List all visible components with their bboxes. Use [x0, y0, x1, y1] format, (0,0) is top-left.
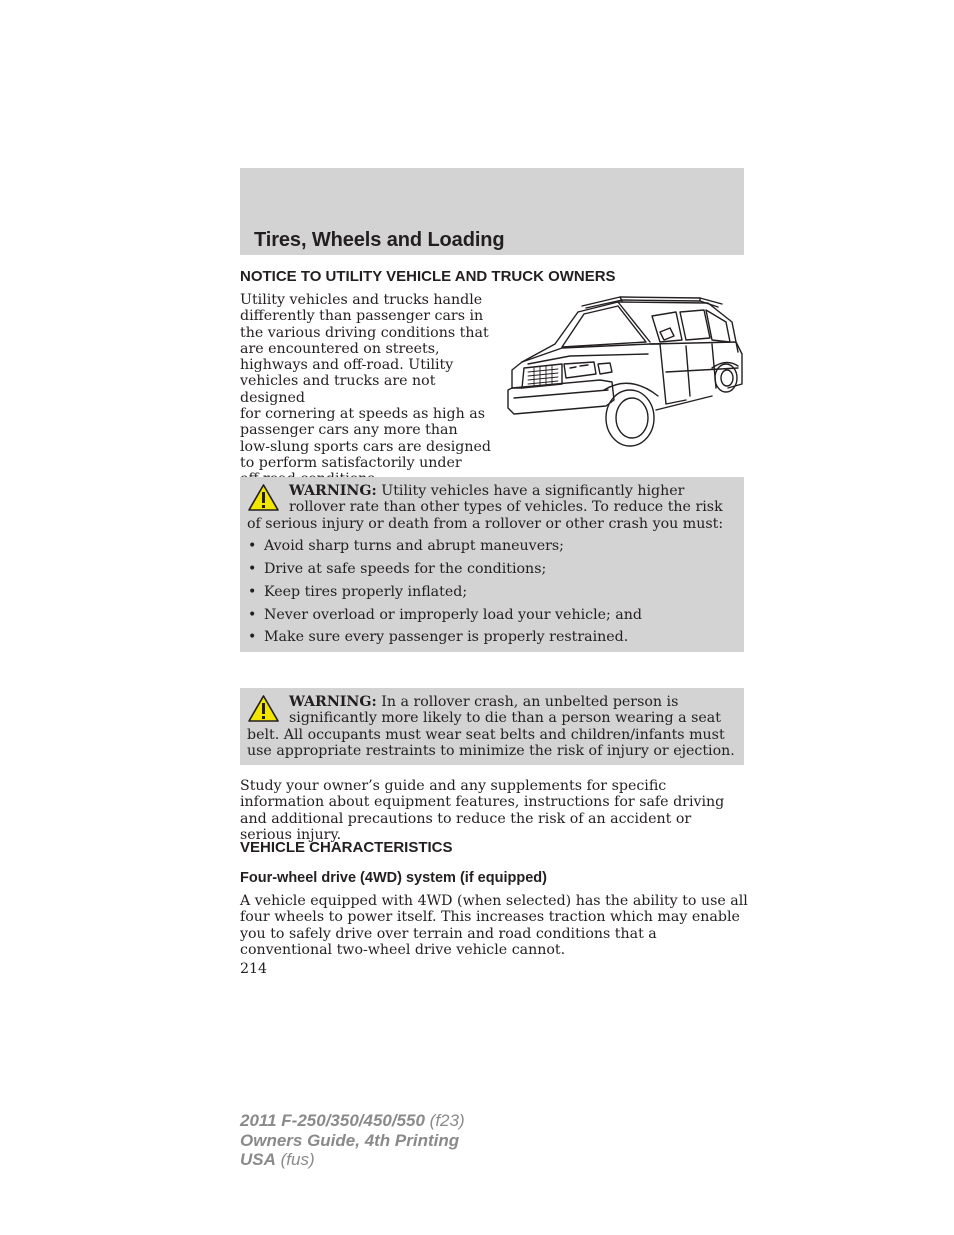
notice-intro: [240, 292, 500, 488]
suv-illustration: [500, 292, 746, 452]
list-item: • Never overload or improperly load your vehicle; and: [248, 606, 642, 623]
warning-label: WARNING:: [289, 694, 377, 710]
warning-bullet-list: [247, 538, 736, 646]
intro-line: vehicles and trucks are not designed: [240, 373, 436, 406]
footer-model: 2011 F-250/350/450/550: [240, 1111, 425, 1130]
intro-line: highways and off-road. Utility: [240, 357, 454, 374]
footer-region-code: (fus): [275, 1150, 315, 1169]
warning-triangle-icon: [247, 483, 280, 512]
document-footer: [240, 1111, 465, 1170]
intro-line: passenger cars any more than: [240, 422, 458, 439]
footer-printing: Owners Guide, 4th Printing: [240, 1130, 460, 1150]
list-item: • Avoid sharp turns and abrupt maneuvers;: [248, 537, 564, 554]
footer-region: USA: [240, 1150, 276, 1169]
intro-line: low-slung sports cars are designed: [240, 438, 491, 455]
warning-label: WARNING:: [289, 483, 377, 499]
list-item: • Drive at safe speeds for the conditions;: [248, 560, 547, 577]
study-paragraph: Study your owner’s guide and any supplements for specific information about equipment features, instructions for safe driving and additional precautions to reduce the risk of an accident or serious injury.: [240, 778, 725, 843]
warning-text: [247, 483, 736, 532]
warning-box-rollover: [240, 477, 744, 652]
warning-body: Utility vehicles have a significantly higher rollover rate than other types of vehicles. To reduce the risk of serious injury or death from a rollover or other crash you must:: [247, 483, 724, 532]
intro-line: Utility vehicles and trucks handle: [240, 292, 483, 308]
warning-text: [247, 694, 736, 759]
intro-line: for cornering at speeds as high as: [240, 406, 486, 423]
intro-line: the various driving conditions that: [240, 324, 489, 341]
notice-heading: NOTICE TO UTILITY VEHICLE AND TRUCK OWNERS: [240, 268, 616, 285]
warning-triangle-icon: [247, 694, 280, 723]
intro-line: differently than passenger cars in: [240, 308, 484, 325]
list-item: • Keep tires properly inflated;: [248, 583, 468, 600]
intro-line: are encountered on streets,: [240, 340, 440, 357]
vehicle-characteristics-heading: VEHICLE CHARACTERISTICS: [240, 839, 453, 856]
section-title: Tires, Wheels and Loading: [254, 229, 505, 251]
intro-line: to perform satisfactorily under: [240, 454, 462, 471]
list-item: • Make sure every passenger is properly restrained.: [248, 629, 629, 646]
4wd-subheading: Four-wheel drive (4WD) system (if equipped): [240, 870, 547, 886]
warning-box-seatbelt: [240, 688, 744, 765]
4wd-body: A vehicle equipped with 4WD (when selected) has the ability to use all four wheels to power itself. This increases traction which may enable you to safely drive over terrain and road conditions that a conventional two-wheel drive vehicle cannot.: [240, 893, 748, 958]
footer-model-code: (f23): [424, 1111, 465, 1130]
warning-body: In a rollover crash, an unbelted person is significantly more likely to die than a person wearing a seat belt. All occupants must wear seat belts and children/infants must use appropriate restraints to minimize the risk of injury or ejection.: [247, 694, 735, 759]
section-header-band: [240, 168, 744, 255]
page-number: 214: [240, 961, 268, 977]
